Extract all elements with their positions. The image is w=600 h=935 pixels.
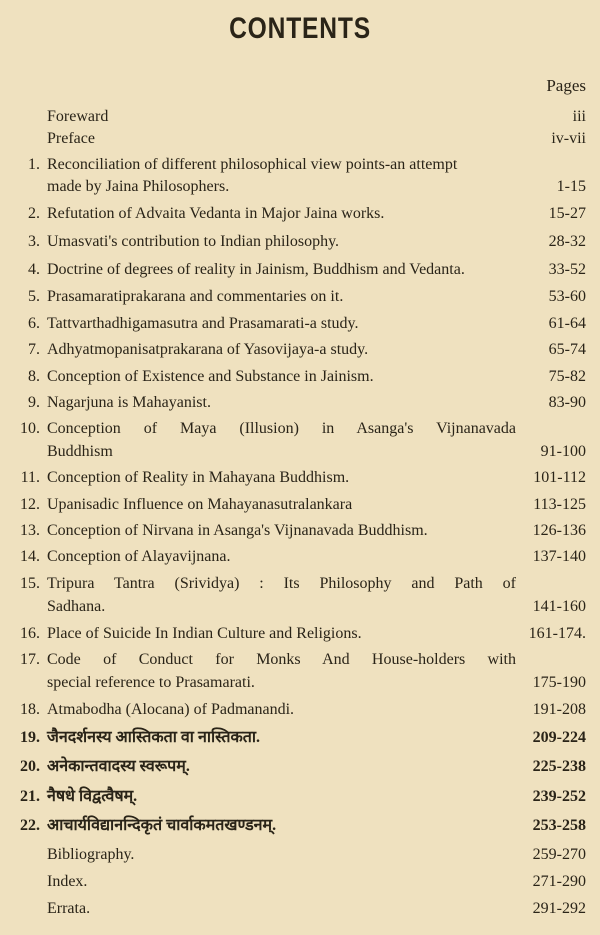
entry-number: 4. <box>28 261 40 278</box>
entry-title: Atmabodha (Alocana) of Padmanandi. <box>47 701 295 718</box>
entry-title: Conception of Nirvana in Asanga's Vijnanavada Buddhism. <box>47 522 428 539</box>
entry-title: Conception of Alayavijnana. <box>47 548 231 565</box>
entry-pages: 126-136 <box>532 522 586 539</box>
entry-title-line2: Buddhism <box>47 443 113 460</box>
entry-pages: iv-vii <box>551 130 586 147</box>
entry-title: Place of Suicide In Indian Culture and Religions. <box>47 625 362 642</box>
entry-title: Refutation of Advaita Vedanta in Major Jaina works. <box>47 205 385 222</box>
entry-number: 3. <box>28 233 40 250</box>
entry-pages: 239-252 <box>532 788 586 805</box>
entry-pages: 65-74 <box>548 341 586 358</box>
entry-title: जैनदर्शनस्य आस्तिकता वा नास्तिकता. <box>47 729 261 746</box>
entry-title: Foreward <box>47 108 109 125</box>
entry-number: 10. <box>20 420 40 437</box>
entry-pages: 141-160 <box>532 598 586 615</box>
entry-number: 13. <box>20 522 40 539</box>
entry-title: Code of Conduct for Monks And House-holders with <box>47 651 516 668</box>
entry-pages: 91-100 <box>540 443 586 460</box>
entry-title: अनेकान्तवादस्य स्वरूपम्. <box>47 758 190 775</box>
entry-title: Tripura Tantra (Srividya) : Its Philosophy and Path of <box>47 575 516 592</box>
entry-number: 17. <box>20 651 40 668</box>
entry-number: 1. <box>28 156 40 173</box>
entry-pages: 175-190 <box>532 674 586 691</box>
entry-title: Conception of Maya (Illusion) in Asanga's Vijnanavada <box>47 420 516 437</box>
entry-pages: 75-82 <box>548 368 586 385</box>
entry-number: 12. <box>20 496 40 513</box>
entry-pages: 101-112 <box>533 469 586 486</box>
entry-pages: 253-258 <box>532 817 586 834</box>
entry-number: 15. <box>20 575 40 592</box>
entry-pages: 225-238 <box>532 758 586 775</box>
entry-title: Doctrine of degrees of reality in Jainism, Buddhism and Vedanta. <box>47 261 465 278</box>
entry-title: Index. <box>47 873 88 890</box>
entry-number: 16. <box>20 625 40 642</box>
entry-number: 19. <box>20 729 40 746</box>
entry-number: 20. <box>20 758 40 775</box>
pages-column-header: Pages <box>546 76 586 95</box>
entry-pages: 15-27 <box>548 205 586 222</box>
entry-pages: 61-64 <box>548 315 586 332</box>
page-title: CONTENTS <box>229 12 371 45</box>
entry-number: 21. <box>20 788 40 805</box>
entry-number: 22. <box>20 817 40 834</box>
entry-pages: 259-270 <box>532 846 586 863</box>
entry-title: नैषधे विद्वत्वैषम्. <box>47 788 138 805</box>
entry-pages: 53-60 <box>548 288 586 305</box>
entry-number: 7. <box>28 341 40 358</box>
entry-title-line2: Sadhana. <box>47 598 106 615</box>
entry-title: Tattvarthadhigamasutra and Prasamarati-a study. <box>47 315 359 332</box>
entry-number: 8. <box>28 368 40 385</box>
entry-title-line2: special reference to Prasamarati. <box>47 674 255 691</box>
entry-pages: 33-52 <box>548 261 586 278</box>
entry-pages: 137-140 <box>532 548 586 565</box>
entry-pages: 291-292 <box>532 900 586 917</box>
entry-title: Bibliography. <box>47 846 135 863</box>
entry-title: Errata. <box>47 900 91 917</box>
entry-number: 2. <box>28 205 40 222</box>
entry-pages: iii <box>572 108 586 125</box>
entry-title: Prasamaratiprakarana and commentaries on it. <box>47 288 344 305</box>
entry-pages: 83-90 <box>548 394 586 411</box>
entry-number: 18. <box>20 701 40 718</box>
entry-title: आचार्यविद्यानन्दिकृतं चार्वाकमतखण्डनम्. <box>47 817 277 834</box>
entry-number: 6. <box>28 315 40 332</box>
entry-title: Conception of Existence and Substance in Jainism. <box>47 368 374 385</box>
entry-title-line2: made by Jaina Philosophers. <box>47 178 230 195</box>
entry-title: Upanisadic Influence on Mahayanasutralankara <box>47 496 353 513</box>
entry-pages: 161-174. <box>528 625 586 642</box>
entry-pages: 271-290 <box>532 873 586 890</box>
entry-number: 14. <box>20 548 40 565</box>
entry-pages: 113-125 <box>533 496 586 513</box>
entry-number: 5. <box>28 288 40 305</box>
entry-title: Nagarjuna is Mahayanist. <box>47 394 211 411</box>
entry-pages: 28-32 <box>548 233 586 250</box>
entry-title: Conception of Reality in Mahayana Buddhism. <box>47 469 350 486</box>
entry-pages: 191-208 <box>532 701 586 718</box>
entry-number: 11. <box>20 469 40 486</box>
entry-pages: 209-224 <box>532 729 586 746</box>
entry-pages: 1-15 <box>556 178 586 195</box>
entry-title: Umasvati's contribution to Indian philosophy. <box>47 233 340 250</box>
entry-title: Reconciliation of different philosophical view points-an attempt <box>47 156 458 173</box>
entry-title: Adhyatmopanisatprakarana of Yasovijaya-a study. <box>47 341 369 358</box>
entry-number: 9. <box>28 394 40 411</box>
entry-title: Preface <box>47 130 95 147</box>
